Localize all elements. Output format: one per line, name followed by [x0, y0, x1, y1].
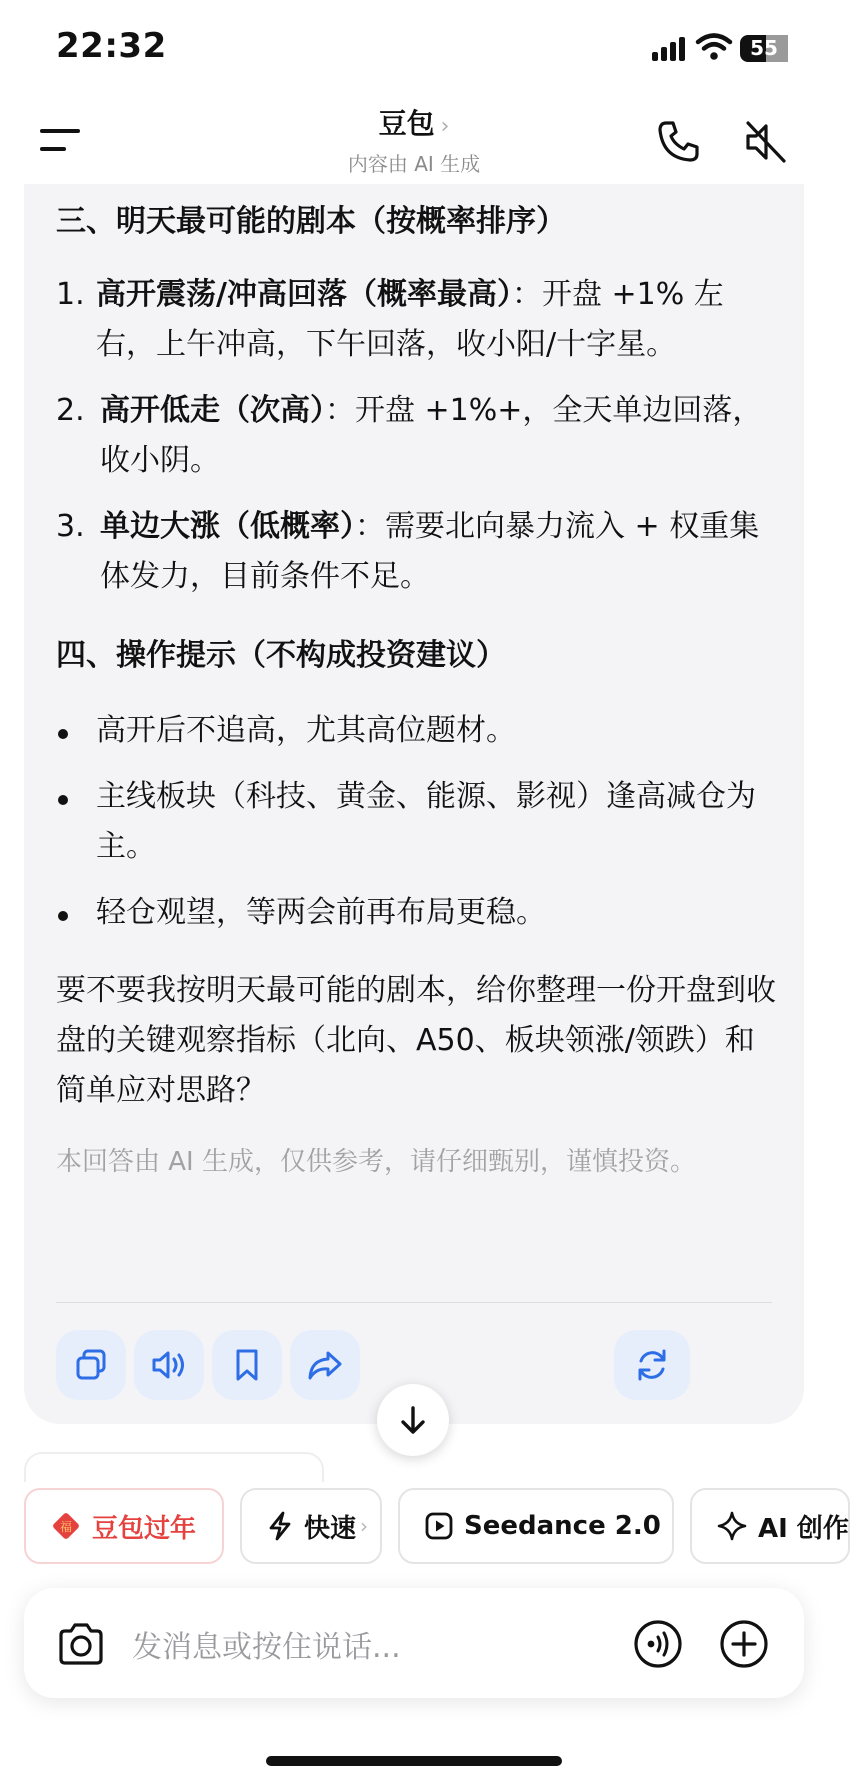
scenario-body: 开盘 +1%+，全天单边回落，收小阴。: [100, 393, 763, 478]
tip-text: 高开后不追高，尤其高位题材。: [96, 713, 516, 748]
disclaimer: 本回答由 AI 生成，仅供参考，请仔细甄别，谨慎投资。: [56, 1147, 696, 1177]
regenerate-button[interactable]: [614, 1330, 690, 1400]
message-input-bar: [24, 1588, 804, 1698]
svg-text:福: 福: [59, 1520, 73, 1534]
scenario-number: 2.: [56, 393, 85, 428]
speaker-icon: [150, 1347, 188, 1383]
scenario-title: 高开震荡/冲高回落（概率最高）: [96, 277, 512, 312]
bullet-icon: [58, 795, 68, 805]
sparkle-icon: [716, 1510, 748, 1542]
scenario-body: 需要北向暴力流入 + 权重集体发力，目前条件不足。: [100, 509, 760, 594]
menu-icon[interactable]: [40, 126, 80, 154]
arrow-down-icon: [398, 1404, 428, 1436]
scenario-title: 高开低走（次高）: [100, 393, 325, 428]
status-time: 22:32: [56, 26, 167, 66]
divider: [56, 1302, 772, 1303]
chip-fast-mode[interactable]: [240, 1488, 382, 1564]
chat-header: [0, 96, 828, 184]
chip-label: Seedance 2.0: [464, 1511, 661, 1541]
message-content: [56, 198, 776, 1182]
follow-up-question: 要不要我按明天最可能的剧本，给你整理一份开盘到收盘的关键观察指标（北向、A50、板块领涨/领跌）和简单应对思路？: [56, 973, 776, 1108]
battery-level: 55: [750, 36, 778, 60]
chip-label: 快速: [304, 1513, 357, 1544]
cellular-signal-icon: [652, 37, 686, 61]
copy-button[interactable]: [56, 1330, 126, 1400]
tip-item: [56, 888, 776, 938]
chat-title-area[interactable]: [264, 102, 564, 177]
message-input[interactable]: 发消息或按住说话...: [132, 1630, 401, 1665]
chip-ai-create[interactable]: [690, 1488, 850, 1564]
battery-icon: [740, 35, 788, 62]
scenario-item: 3. 单边大涨（低概率）：需要北向暴力流入 + 权重集体发力，目前条件不足。: [56, 502, 776, 602]
voice-input-icon[interactable]: [632, 1618, 684, 1670]
chip-doubao-new-year[interactable]: [24, 1488, 224, 1564]
refresh-icon: [633, 1346, 671, 1384]
chevron-right-icon: ›: [360, 1514, 369, 1538]
chip-label: AI 创作: [758, 1513, 849, 1544]
status-bar: [0, 0, 828, 96]
bullet-icon: [58, 729, 68, 739]
scroll-to-bottom-button[interactable]: [377, 1384, 449, 1456]
ai-generated-notice: 内容由 AI 生成: [347, 152, 481, 176]
scenario-number: 1.: [56, 277, 85, 312]
scenario-item: 1. 高开震荡/冲高回落（概率最高）：开盘 +1% 左右，上午冲高，下午回落，收小阳/十字星。: [56, 270, 776, 370]
wifi-icon: [696, 33, 732, 61]
chip-seedance[interactable]: [398, 1488, 674, 1564]
chip-label: 豆包过年: [92, 1513, 197, 1544]
scenario-title: 单边大涨（低概率）: [100, 509, 355, 544]
share-arrow-icon: [306, 1347, 344, 1383]
home-indicator[interactable]: [266, 1756, 562, 1766]
bullet-icon: [58, 911, 68, 921]
scenario-item: 2. 高开低走（次高）：开盘 +1%+，全天单边回落，收小阴。: [56, 386, 776, 486]
read-aloud-button[interactable]: [134, 1330, 204, 1400]
tip-text: 轻仓观望，等两会前再布局更稳。: [96, 895, 546, 930]
chevron-right-icon: ›: [440, 114, 450, 139]
camera-icon[interactable]: [56, 1622, 106, 1666]
share-button[interactable]: [290, 1330, 360, 1400]
fu-diamond-icon: [50, 1510, 82, 1542]
phone-call-icon[interactable]: [654, 118, 702, 166]
chat-title: 豆包: [378, 107, 435, 140]
lightning-icon: [266, 1510, 294, 1542]
next-message-edge: [24, 1452, 324, 1482]
copy-icon: [73, 1347, 109, 1383]
scenario-number: 3.: [56, 509, 85, 544]
tip-item: [56, 772, 776, 872]
tip-item: [56, 706, 776, 756]
add-attachment-icon[interactable]: [718, 1618, 770, 1670]
speaker-mute-icon[interactable]: [742, 118, 790, 166]
tip-text: 主线板块（科技、黄金、能源、影视）逢高减仓为主。: [96, 779, 756, 864]
bookmark-icon: [231, 1347, 263, 1383]
play-square-icon: [424, 1511, 454, 1541]
bookmark-button[interactable]: [212, 1330, 282, 1400]
section-heading: 四、操作提示（不构成投资建议）: [56, 638, 506, 673]
scenario-body: 开盘 +1% 左右，上午冲高，下午回落，收小阳/十字星。: [96, 277, 724, 362]
section-heading: 三、明天最可能的剧本（按概率排序）: [56, 204, 566, 239]
ai-message-card: [24, 184, 804, 1424]
